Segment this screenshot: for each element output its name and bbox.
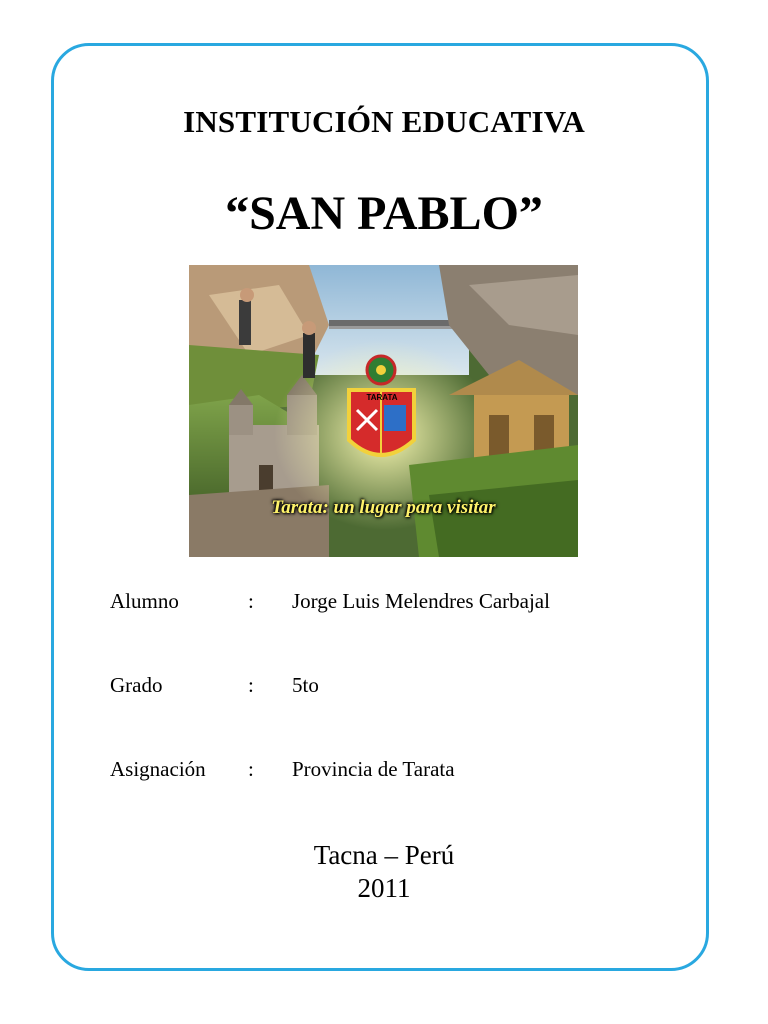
field-value: Provincia de Tarata bbox=[292, 757, 455, 781]
field-label: Asignación bbox=[110, 757, 206, 781]
field-separator: : bbox=[248, 757, 254, 781]
tarata-collage-image bbox=[189, 265, 578, 557]
field-label: Grado bbox=[110, 673, 163, 697]
collage-banner-text: Tarata: un lugar para visitar bbox=[271, 497, 496, 518]
institution-heading: INSTITUCIÓN EDUCATIVA bbox=[183, 104, 585, 139]
footer-place: Tacna – Perú bbox=[313, 840, 455, 870]
field-label: Alumno bbox=[110, 589, 179, 613]
field-separator: : bbox=[248, 589, 254, 613]
field-separator: : bbox=[248, 673, 254, 697]
school-name-title: “SAN PABLO” bbox=[225, 187, 543, 240]
shield-title-text: TARATA bbox=[366, 393, 398, 402]
field-value: Jorge Luis Melendres Carbajal bbox=[292, 589, 550, 613]
field-value: 5to bbox=[292, 673, 319, 697]
footer-year: 2011 bbox=[357, 873, 411, 903]
